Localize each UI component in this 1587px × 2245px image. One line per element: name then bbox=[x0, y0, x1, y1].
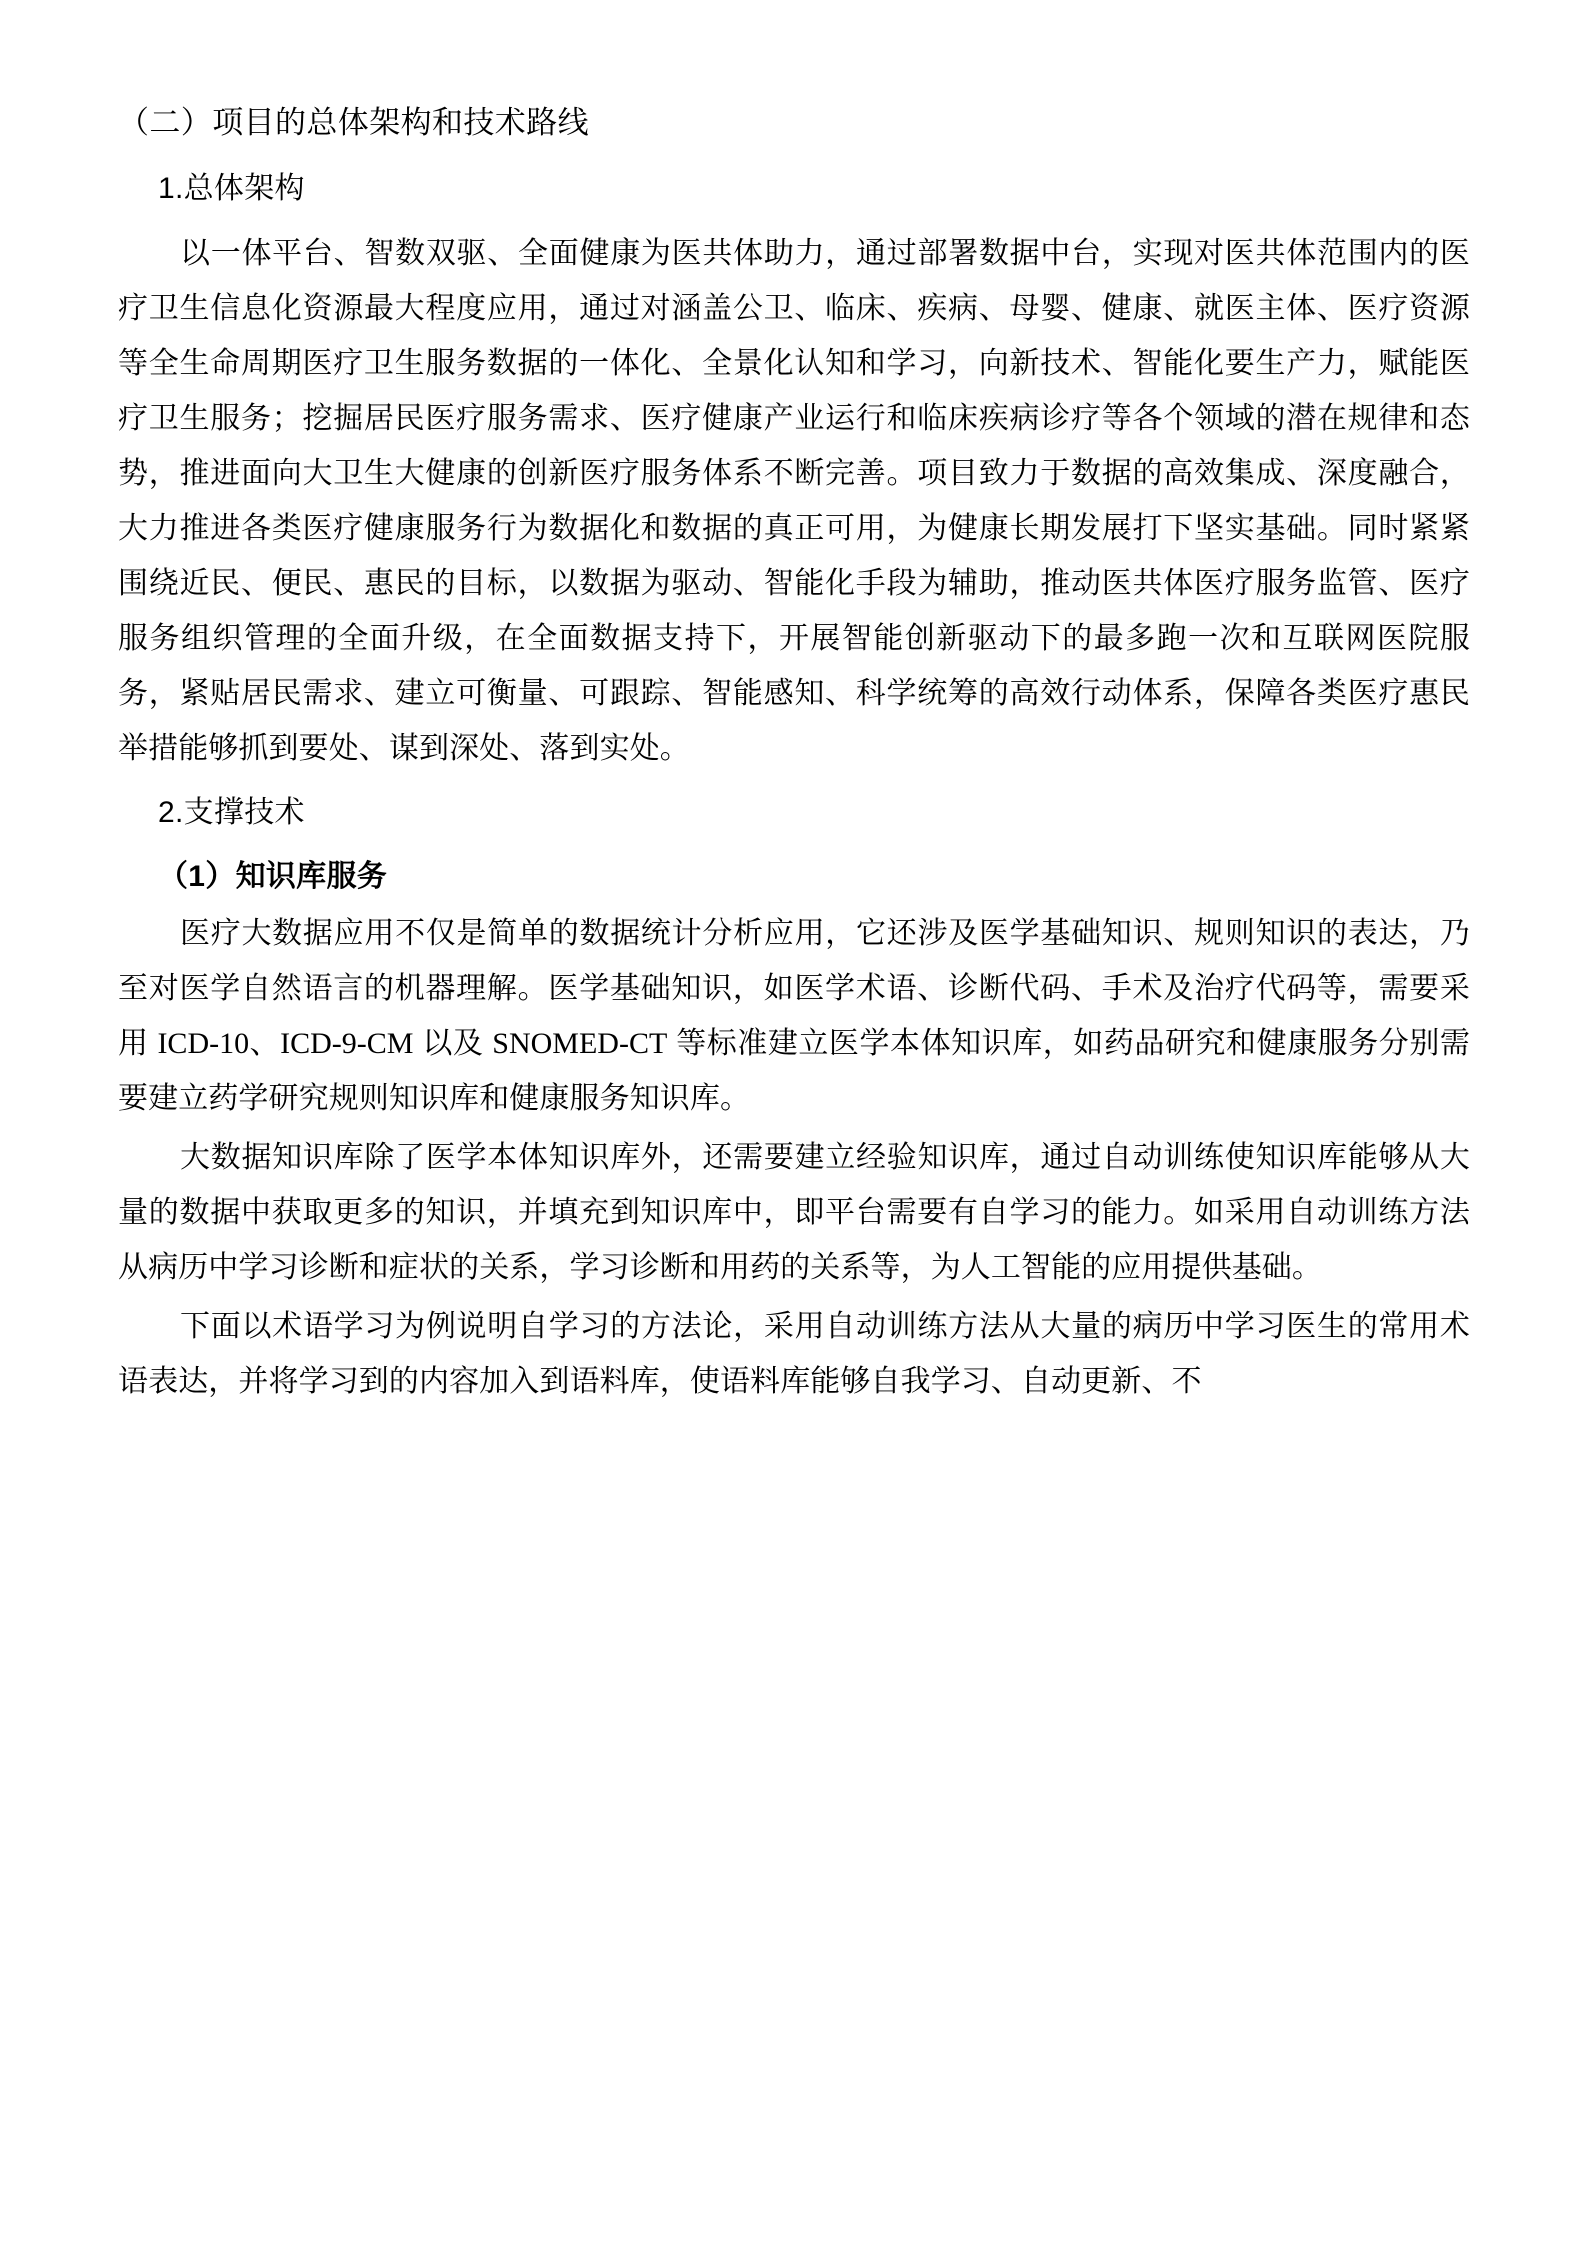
code-icd-10: ICD-10 bbox=[157, 1027, 250, 1060]
code-icd-9-cm: ICD-9-CM bbox=[280, 1027, 414, 1060]
subsection-heading-knowledge-base-service: （1）知识库服务 bbox=[158, 860, 388, 893]
paragraph-terminology-learning: 下面以术语学习为例说明自学习的方法论，采用自动训练方法从大量的病历中学习医生的常用术语表达，并将学习到的内容加入到语料库，使语料库能够自我学习、自动更新、不 bbox=[118, 1310, 1470, 1398]
paragraph-knowledge-base-standards bbox=[118, 906, 1470, 1126]
kb-text-tail: 等标准建立医学本体知识库，如药品研究和健康服务分别需要建立药学研究规则知识库和健康服务知识库。 bbox=[118, 1027, 1470, 1115]
paragraph-knowledge-base-self-learning: 大数据知识库除了医学本体知识库外，还需要建立经验知识库，通过自动训练使知识库能够从大量的数据中获取更多的知识，并填充到知识库中，即平台需要有自学习的能力。如采用自动训练方法从病历中学习诊断和症状的关系，学习诊断和用药的关系等，为人工智能的应用提供基础。 bbox=[118, 1141, 1470, 1284]
subsection-heading-overall-architecture: 1.总体架构 bbox=[158, 172, 305, 205]
kb-separator-2: 以及 bbox=[413, 1027, 493, 1060]
paragraph-overall-architecture: 以一体平台、智数双驱、全面健康为医共体助力，通过部署数据中台，实现对医共体范围内的医疗卫生信息化资源最大程度应用，通过对涵盖公卫、临床、疾病、母婴、健康、就医主体、医疗资源等全生命周期医疗卫生服务数据的一体化、全景化认知和学习，向新技术、智能化要生产力，赋能医疗卫生服务；挖掘居民医疗服务需求、医疗健康产业运行和临床疾病诊疗等各个领域的潜在规律和态势，推进面向大卫生大健康的创新医疗服务体系不断完善。项目致力于数据的高效集成、深度融合，大力推进各类医疗健康服务行为数据化和数据的真正可用，为健康长期发展打下坚实基础。同时紧紧围绕近民、便民、惠民的目标，以数据为驱动、智能化手段为辅助，推动医共体医疗服务监管、医疗服务组织管理的全面升级，在全面数据支持下，开展智能创新驱动下的最多跑一次和互联网医院服务，紧贴居民需求、建立可衡量、可跟踪、智能感知、科学统筹的高效行动体系，保障各类医疗惠民举措能够抓到要处、谋到深处、落到实处。 bbox=[118, 237, 1470, 765]
section-heading: （二）项目的总体架构和技术路线 bbox=[118, 105, 589, 140]
page-content bbox=[118, 96, 1470, 1409]
kb-text-lead: 医疗大数据应用不仅是简单的数据统计分析应用，它还涉及医学基础知识、规则知识的表达，乃至对医学自然语言的机器理解。医学基础知识，如医学术语、诊断代码、手术及治疗代码等，需要采用 bbox=[118, 917, 1470, 1060]
code-snomed-ct: SNOMED-CT bbox=[492, 1027, 668, 1060]
subsection-heading-supporting-technology: 2.支撑技术 bbox=[158, 796, 305, 829]
kb-separator-1: 、 bbox=[249, 1027, 281, 1060]
